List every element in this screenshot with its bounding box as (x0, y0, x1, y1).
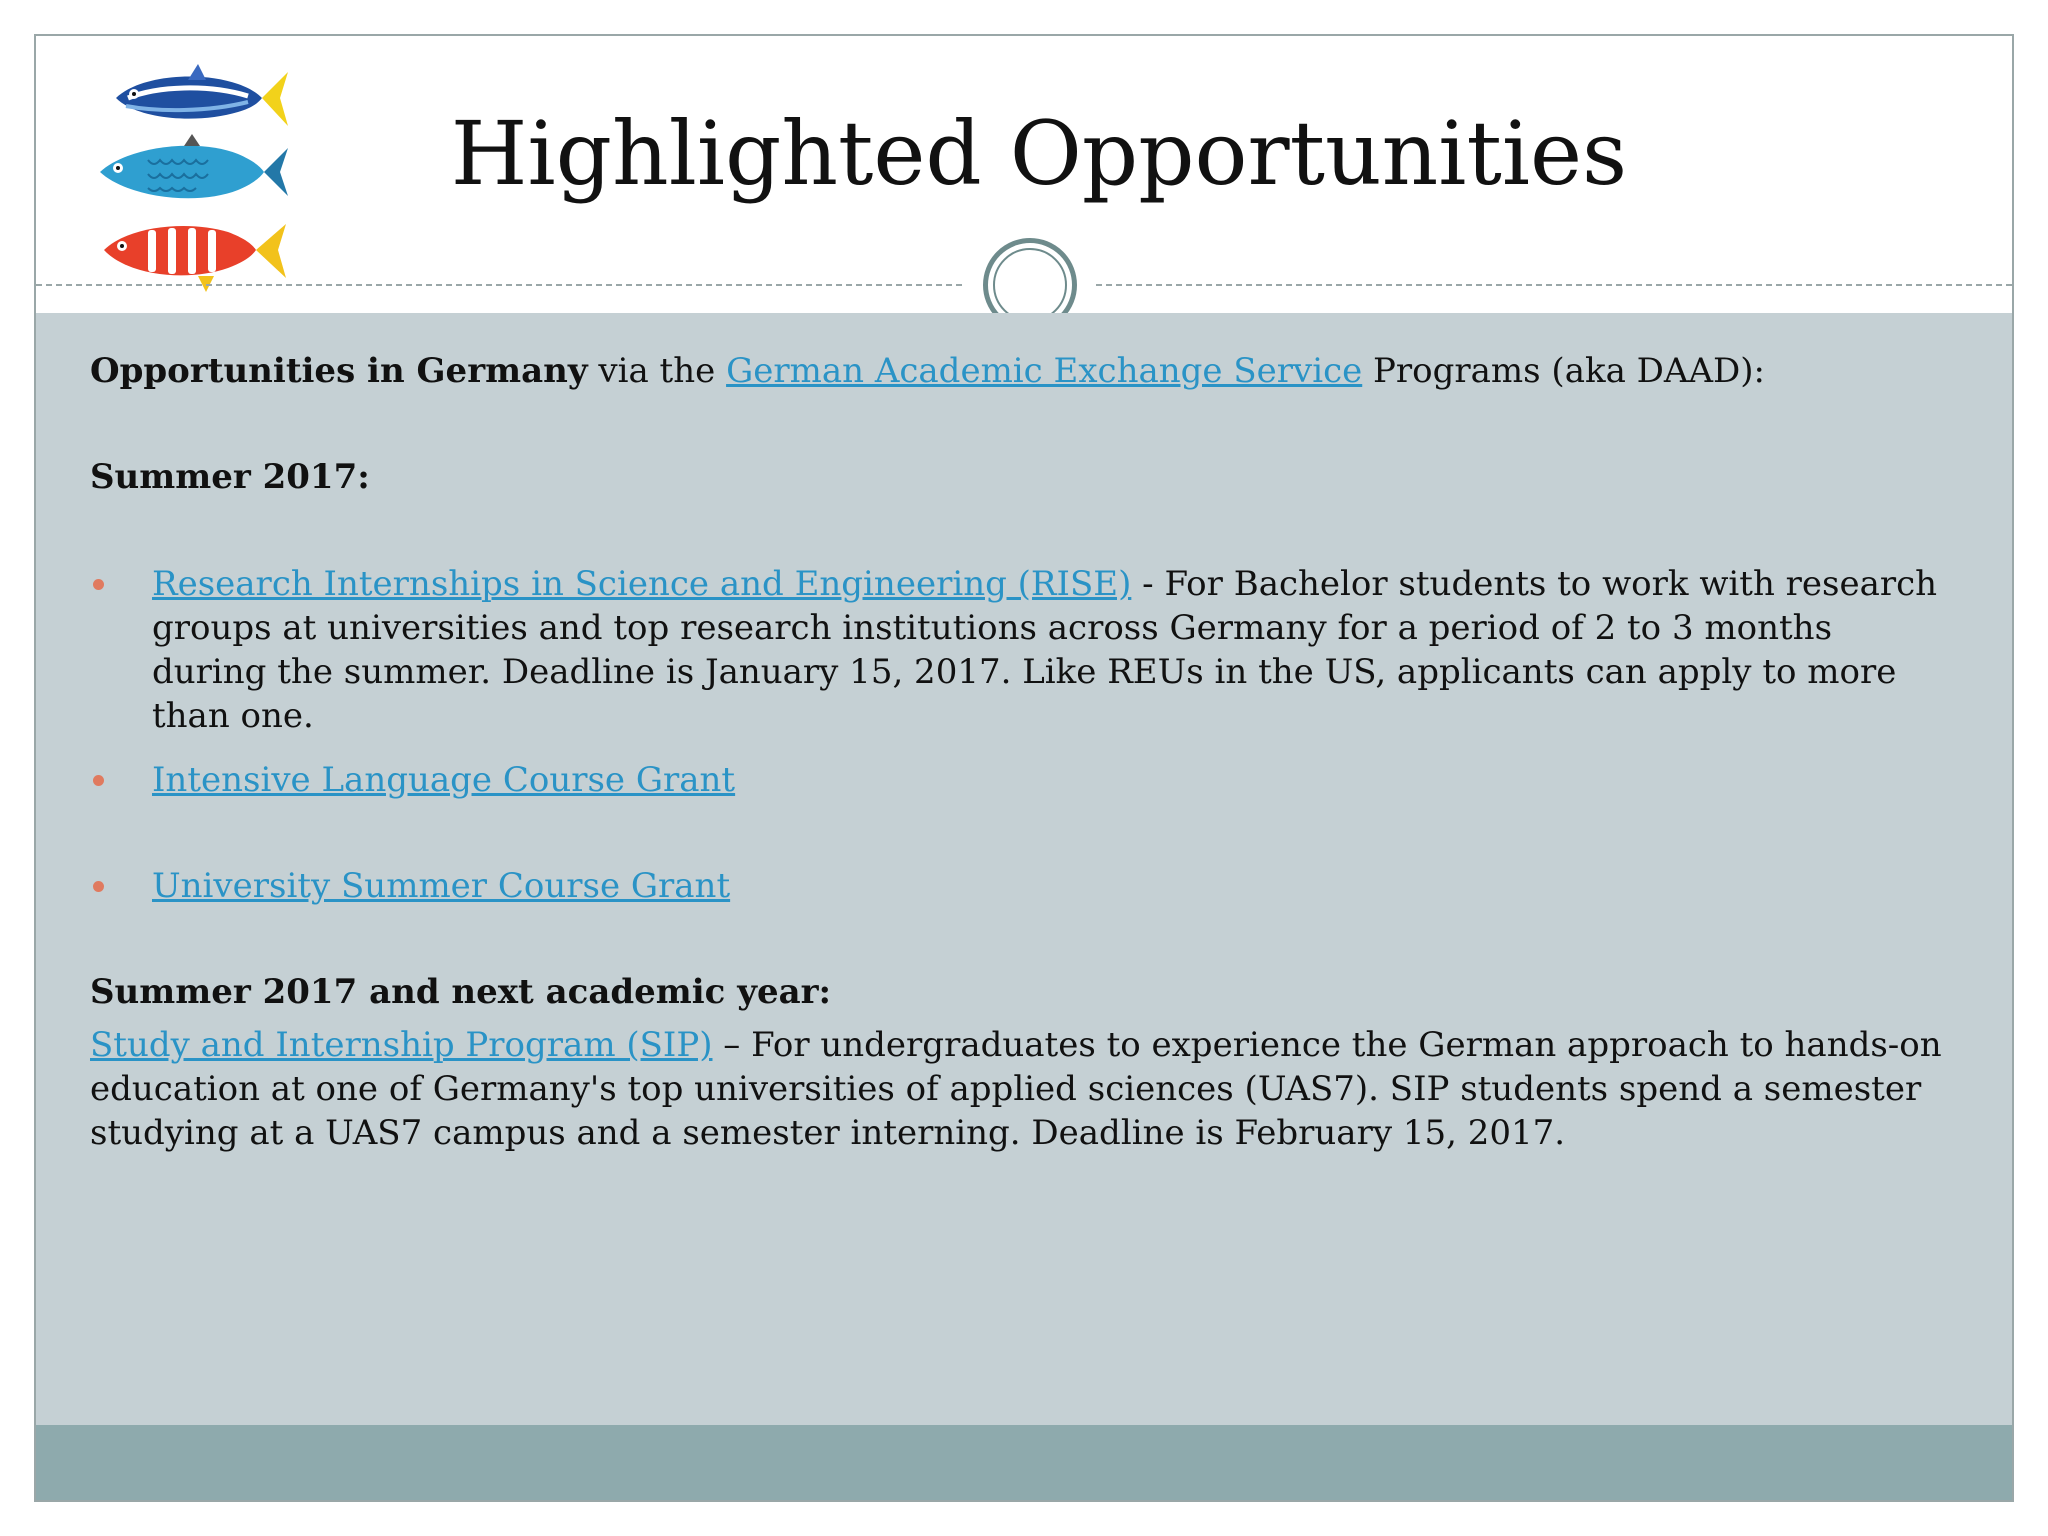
intro-paragraph (90, 349, 1952, 393)
slide (34, 34, 2014, 1502)
intro-text-before: via the (587, 351, 727, 391)
summer-course-link[interactable]: University Summer Course Grant (152, 866, 731, 906)
sip-description: – For undergraduates to experience the German approach to hands-on education at one of Germany's top universities of applied sciences (UAS7). SIP students spend a semester studying at a UAS7 campus and a semester interning. Deadline is February 15, 2017. (90, 1025, 1942, 1153)
slide-body (36, 313, 2012, 1429)
intro-bold: Opportunities in Germany (90, 351, 588, 391)
summer-heading: Summer 2017: (90, 457, 370, 497)
academic-heading: Summer 2017 and next academic year: (90, 972, 832, 1012)
daad-link[interactable]: German Academic Exchange Service (726, 351, 1363, 391)
bullet-icon (93, 775, 104, 786)
list-item-rise (90, 562, 1952, 738)
intro-text-after: Programs (aka DAAD): (1362, 351, 1765, 391)
bullet-icon (93, 881, 104, 892)
slide-header (36, 36, 2012, 313)
sip-paragraph (90, 1023, 1952, 1155)
rise-description: - For Bachelor students to work with research groups at universities and top research institutions across Germany for a period of 2 to 3 months during the summer. Deadline is January 15, 2017. Like REUs in the US, applicants can apply to more than one. (152, 564, 1938, 736)
rise-link[interactable]: Research Internships in Science and Engineering (RISE) (152, 564, 1132, 604)
list-item-language-course (90, 758, 1952, 802)
list-item-summer-course (90, 864, 1952, 908)
bullet-icon (93, 579, 104, 590)
sip-link[interactable]: Study and Internship Program (SIP) (90, 1025, 713, 1065)
page-title: Highlighted Opportunities (450, 102, 1628, 205)
footer-bar (36, 1425, 2012, 1500)
language-course-link[interactable]: Intensive Language Course Grant (152, 760, 736, 800)
